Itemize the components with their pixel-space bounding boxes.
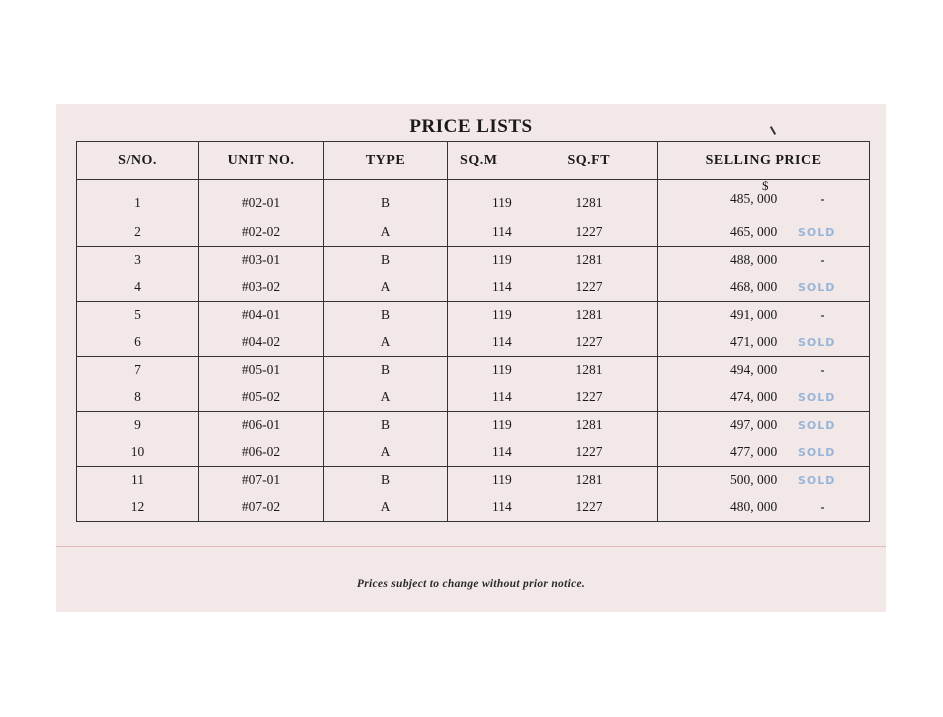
header-type: TYPE — [324, 142, 448, 180]
cell-sqft: 1281 — [510, 356, 658, 384]
ink-speck — [821, 199, 824, 201]
table-row — [77, 219, 870, 247]
cell-type: B — [324, 301, 448, 329]
cell-unit-no: #03-02 — [199, 274, 324, 302]
cell-sqft: 1281 — [510, 411, 658, 439]
cell-sno: 9 — [77, 411, 199, 439]
cell-sqm: 119 — [448, 356, 510, 384]
cell-type: A — [324, 219, 448, 247]
cell-sno: 11 — [77, 466, 199, 494]
table-row — [77, 439, 870, 467]
cell-sno: 6 — [77, 329, 199, 357]
ink-speck — [821, 507, 824, 509]
header-sqm: SQ.M — [448, 142, 510, 180]
cell-type: A — [324, 329, 448, 357]
cell-selling-price — [658, 246, 870, 274]
ruled-line — [56, 546, 886, 547]
cell-type: A — [324, 439, 448, 467]
cell-type: B — [324, 246, 448, 274]
header-unit-no: UNIT NO. — [199, 142, 324, 180]
cell-selling-price — [658, 466, 870, 494]
cell-unit-no: #05-02 — [199, 384, 324, 412]
cell-selling-price — [658, 411, 870, 439]
cell-type: B — [324, 180, 448, 219]
sold-stamp: SOLD — [798, 336, 836, 350]
table-row — [77, 356, 870, 384]
cell-sqft: 1281 — [510, 301, 658, 329]
cell-unit-no: #06-02 — [199, 439, 324, 467]
sold-stamp: SOLD — [798, 419, 836, 433]
cell-unit-no: #06-01 — [199, 411, 324, 439]
cell-sno: 2 — [77, 219, 199, 247]
cell-sqm: 114 — [448, 329, 510, 357]
cell-selling-price — [658, 180, 870, 219]
cell-sno: 10 — [77, 439, 199, 467]
cell-selling-price — [658, 301, 870, 329]
table-row — [77, 301, 870, 329]
price-value: 488, 000 — [730, 252, 778, 267]
cell-sqft: 1227 — [510, 384, 658, 412]
cell-sno: 8 — [77, 384, 199, 412]
price-value: 497, 000 — [730, 417, 778, 432]
cell-selling-price — [658, 384, 870, 412]
cell-sqm: 114 — [448, 384, 510, 412]
table-row — [77, 494, 870, 522]
sold-stamp: SOLD — [798, 226, 836, 240]
cell-sqft: 1227 — [510, 329, 658, 357]
cell-type: B — [324, 466, 448, 494]
cell-type: A — [324, 384, 448, 412]
cell-sno: 3 — [77, 246, 199, 274]
cell-sqft: 1227 — [510, 494, 658, 522]
header-sno: S/NO. — [77, 142, 199, 180]
cell-unit-no: #03-01 — [199, 246, 324, 274]
cell-type: B — [324, 356, 448, 384]
cell-unit-no: #04-01 — [199, 301, 324, 329]
price-value: 474, 000 — [730, 389, 778, 404]
table-row — [77, 180, 870, 219]
cell-type: A — [324, 494, 448, 522]
table-row — [77, 411, 870, 439]
cell-sqm: 114 — [448, 219, 510, 247]
cell-selling-price — [658, 274, 870, 302]
cell-sno: 7 — [77, 356, 199, 384]
table-row — [77, 246, 870, 274]
cell-sqm: 119 — [448, 466, 510, 494]
price-value: 471, 000 — [730, 334, 778, 349]
cell-unit-no: #07-02 — [199, 494, 324, 522]
price-table — [76, 141, 870, 522]
price-value: 494, 000 — [730, 362, 778, 377]
sold-stamp: SOLD — [798, 474, 836, 488]
cell-selling-price — [658, 356, 870, 384]
cell-sqft: 1281 — [510, 466, 658, 494]
page-title: PRICE LISTS — [409, 116, 533, 137]
price-value: 480, 000 — [730, 499, 778, 514]
price-value: 477, 000 — [730, 444, 778, 459]
cell-selling-price — [658, 494, 870, 522]
cell-selling-price — [658, 329, 870, 357]
cell-sno: 1 — [77, 180, 199, 219]
cell-sqm: 114 — [448, 439, 510, 467]
cell-sno: 4 — [77, 274, 199, 302]
price-list-sheet — [56, 104, 886, 612]
price-value: 500, 000 — [730, 472, 778, 487]
currency-symbol: $ — [762, 178, 769, 193]
cell-sno: 5 — [77, 301, 199, 329]
cell-sqm: 119 — [448, 180, 510, 219]
cell-sqft: 1281 — [510, 180, 658, 219]
ink-speck — [821, 370, 824, 372]
cell-sqft: 1227 — [510, 439, 658, 467]
price-notice: Prices subject to change without prior notice. — [356, 578, 586, 590]
cell-selling-price — [658, 219, 870, 247]
cell-sqm: 119 — [448, 301, 510, 329]
cell-sqm: 114 — [448, 274, 510, 302]
sold-stamp: SOLD — [798, 281, 836, 295]
cell-sno: 12 — [77, 494, 199, 522]
sold-stamp: SOLD — [798, 391, 836, 405]
table-row — [77, 466, 870, 494]
cell-sqm: 114 — [448, 494, 510, 522]
cell-unit-no: #07-01 — [199, 466, 324, 494]
cell-type: B — [324, 411, 448, 439]
cell-sqft: 1281 — [510, 246, 658, 274]
cell-sqft: 1227 — [510, 274, 658, 302]
table-row — [77, 274, 870, 302]
cell-unit-no: #02-02 — [199, 219, 324, 247]
cell-sqft: 1227 — [510, 219, 658, 247]
sold-stamp: SOLD — [798, 446, 836, 460]
header-row — [77, 142, 870, 180]
cell-unit-no: #04-02 — [199, 329, 324, 357]
price-value: 491, 000 — [730, 307, 778, 322]
header-sqft: SQ.FT — [510, 142, 658, 180]
ink-speck — [821, 315, 824, 317]
cell-unit-no: #02-01 — [199, 180, 324, 219]
ink-speck — [821, 260, 824, 262]
cell-unit-no: #05-01 — [199, 356, 324, 384]
price-value: 465, 000 — [730, 224, 778, 239]
table-row — [77, 329, 870, 357]
price-value: 468, 000 — [730, 279, 778, 294]
table-row — [77, 384, 870, 412]
cell-type: A — [324, 274, 448, 302]
cell-sqm: 119 — [448, 246, 510, 274]
cell-selling-price — [658, 439, 870, 467]
cell-sqm: 119 — [448, 411, 510, 439]
header-selling-price: SELLING PRICE — [658, 142, 870, 180]
price-value: 485, 000 — [730, 191, 778, 207]
